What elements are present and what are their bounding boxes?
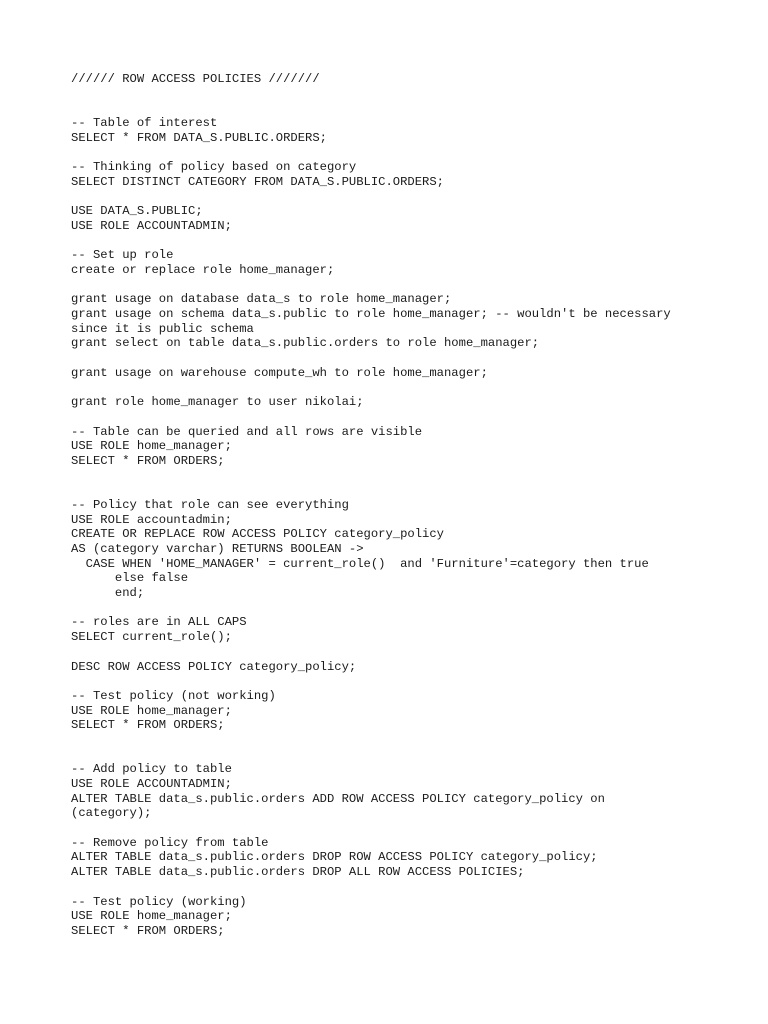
blank-line [71, 278, 711, 293]
code-line: USE ROLE home_manager; [71, 909, 232, 924]
blank-line [71, 674, 711, 689]
blank-line [71, 410, 711, 425]
code-line: USE ROLE accountadmin; [71, 512, 232, 527]
blank-line [71, 880, 711, 895]
code-line: DESC ROW ACCESS POLICY category_policy; [71, 659, 357, 674]
code-line: CASE WHEN 'HOME_MANAGER' = current_role() and 'Furniture'=category then true [71, 556, 649, 571]
comment-line: -- Remove policy from table [71, 835, 269, 850]
sql-code-block [71, 72, 711, 939]
code-line: grant usage on schema data_s.public to role home_manager; -- wouldn't be necessary [71, 307, 671, 321]
code-line: ALTER TABLE data_s.public.orders ADD ROW ACCESS POLICY category_policy on [71, 791, 605, 806]
code-line: ALTER TABLE data_s.public.orders DROP ALL ROW ACCESS POLICIES; [71, 865, 525, 880]
blank-line [71, 234, 711, 249]
code-line: create or replace role home_manager; [71, 262, 335, 277]
code-line: USE ROLE ACCOUNTADMIN; [71, 777, 232, 791]
blank-line [71, 351, 711, 366]
code-line: end; [71, 586, 145, 601]
code-line: AS (category varchar) RETURNS BOOLEAN -> [71, 542, 364, 556]
blank-line [71, 733, 711, 748]
code-line: SELECT * FROM ORDERS; [71, 923, 225, 938]
comment-line: -- Thinking of policy based on category [71, 160, 357, 175]
comment-line: -- Table can be queried and all rows are visible [71, 424, 423, 439]
blank-line [71, 645, 711, 660]
blank-line [71, 483, 711, 498]
code-line: grant select on table data_s.public.orders to role home_manager; [71, 336, 540, 351]
blank-line [71, 87, 711, 102]
code-line: USE ROLE home_manager; [71, 703, 232, 718]
code-line: (category); [71, 806, 152, 821]
comment-line: -- Add policy to table [71, 762, 232, 777]
code-line: grant usage on database data_s to role home_manager; [71, 292, 452, 307]
comment-line: -- Test policy (not working) [71, 688, 276, 703]
code-line: SELECT * FROM ORDERS; [71, 718, 225, 733]
blank-line [71, 101, 711, 116]
code-line: grant role home_manager to user nikolai; [71, 395, 364, 410]
blank-line [71, 380, 711, 395]
code-line: grant usage on warehouse compute_wh to role home_manager; [71, 365, 488, 380]
comment-line: -- roles are in ALL CAPS [71, 615, 247, 630]
comment-line: -- Set up role [71, 248, 174, 263]
code-line: USE DATA_S.PUBLIC; [71, 204, 203, 219]
code-line: SELECT * FROM DATA_S.PUBLIC.ORDERS; [71, 130, 327, 145]
code-line: SELECT DISTINCT CATEGORY FROM DATA_S.PUBLIC.ORDERS; [71, 174, 444, 189]
code-line: else false [71, 571, 189, 586]
code-line: ALTER TABLE data_s.public.orders DROP ROW ACCESS POLICY category_policy; [71, 850, 598, 865]
code-line: since it is public schema [71, 321, 254, 336]
blank-line [71, 469, 711, 484]
blank-line [71, 748, 711, 763]
code-line: SELECT * FROM ORDERS; [71, 453, 225, 468]
code-line: SELECT current_role(); [71, 630, 232, 645]
blank-line [71, 145, 711, 160]
code-line: ////// ROW ACCESS POLICIES /////// [71, 72, 320, 86]
comment-line: -- Policy that role can see everything [71, 497, 349, 512]
blank-line [71, 821, 711, 836]
code-line: CREATE OR REPLACE ROW ACCESS POLICY category_policy [71, 527, 444, 542]
code-line: USE ROLE home_manager; [71, 439, 232, 454]
blank-line [71, 601, 711, 616]
comment-line: -- Test policy (working) [71, 894, 247, 909]
comment-line: -- Table of interest [71, 116, 218, 131]
code-line: USE ROLE ACCOUNTADMIN; [71, 218, 232, 233]
blank-line [71, 190, 711, 205]
